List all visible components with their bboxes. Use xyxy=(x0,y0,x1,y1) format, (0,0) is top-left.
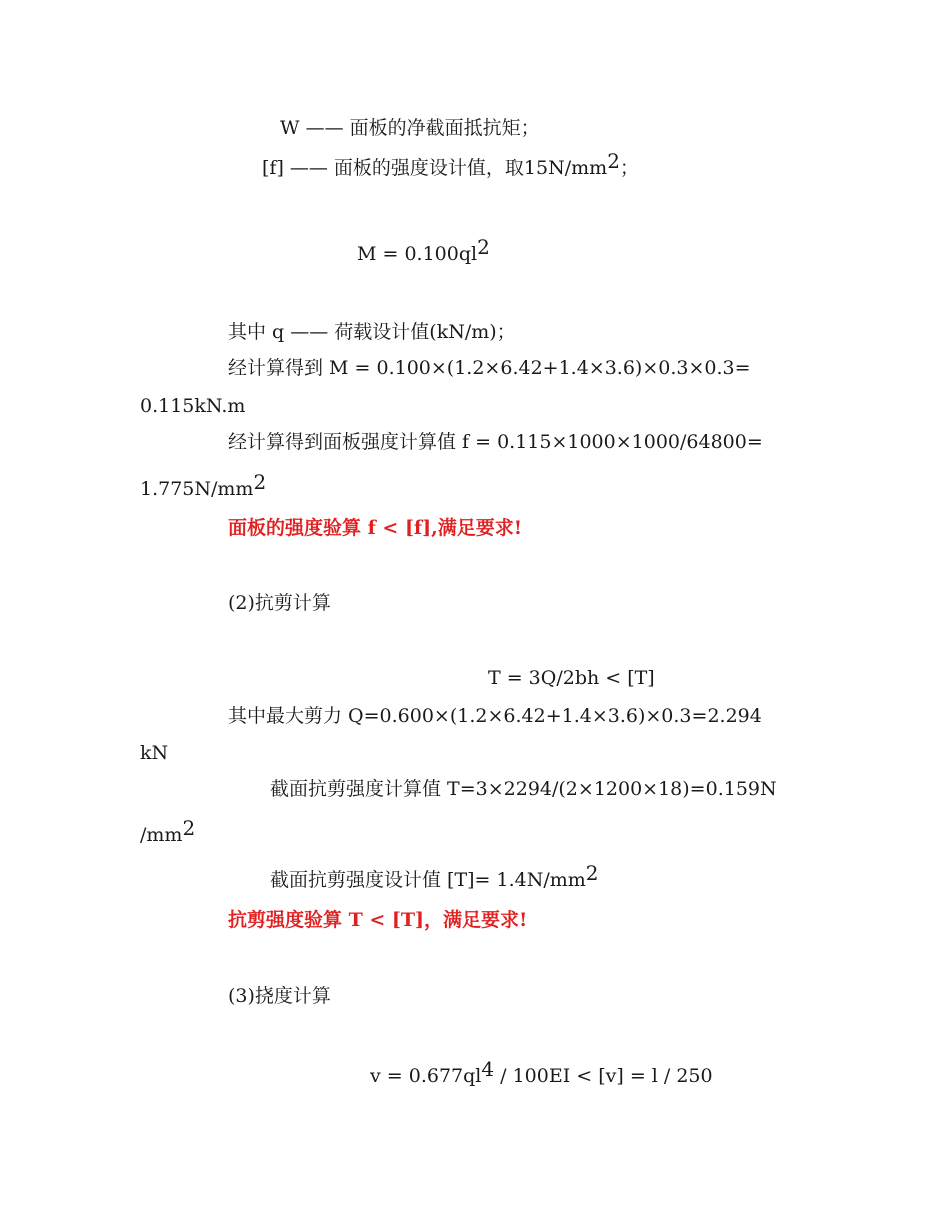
shear-section-heading: (2)抗剪计算 xyxy=(228,592,331,614)
deflection-formula-tail: / 100EI < [v] = l / 250 xyxy=(494,1065,713,1087)
strength-calc-line-2 xyxy=(140,470,267,501)
superscript: 4 xyxy=(481,1057,495,1081)
q-definition: 其中 q —— 荷载设计值(kN/m)； xyxy=(228,321,516,343)
f-definition-text: [f] —— 面板的强度设计值，取15N/mm xyxy=(262,157,608,179)
w-definition-text: W —— 面板的净截面抵抗矩； xyxy=(280,117,540,139)
deflection-section-heading: (3)挠度计算 xyxy=(228,985,331,1007)
superscript: 2 xyxy=(585,861,599,885)
shear-calc-line-2-text: /mm xyxy=(140,824,183,846)
max-shear-line-1: 其中最大剪力 Q=0.600×(1.2×6.42+1.4×3.6)×0.3=2.294 xyxy=(228,705,762,727)
moment-formula-text: M = 0.100ql xyxy=(357,243,478,265)
f-definition-tail: ； xyxy=(619,157,639,179)
max-shear-line-2: kN xyxy=(140,742,169,764)
deflection-formula-text: v = 0.677ql xyxy=(370,1065,482,1087)
strength-calc-line-2-text: 1.775N/mm xyxy=(140,478,254,500)
shear-formula: T = 3Q/2bh < [T] xyxy=(488,667,655,689)
shear-design-value xyxy=(270,861,599,892)
shear-check-result: 抗剪强度验算 T < [T]，满足要求! xyxy=(228,909,528,931)
moment-formula xyxy=(357,235,490,266)
f-definition xyxy=(262,149,639,180)
w-definition xyxy=(280,116,540,140)
superscript: 2 xyxy=(607,149,620,173)
strength-calc-line-1: 经计算得到面板强度计算值 f = 0.115×1000×1000/64800= xyxy=(228,431,763,453)
moment-calc-line-2: 0.115kN.m xyxy=(140,395,246,417)
moment-calc-line-1: 经计算得到 M = 0.100×(1.2×6.42+1.4×3.6)×0.3×0.3= xyxy=(228,357,751,379)
strength-check-result: 面板的强度验算 f < [f],满足要求! xyxy=(228,517,523,539)
superscript: 2 xyxy=(182,816,196,840)
superscript: 2 xyxy=(253,470,267,494)
deflection-formula xyxy=(370,1057,713,1088)
shear-calc-line-2 xyxy=(140,816,196,847)
shear-design-value-text: 截面抗剪强度设计值 [T]= 1.4N/mm xyxy=(270,869,586,891)
superscript: 2 xyxy=(477,235,490,259)
shear-calc-line-1: 截面抗剪强度计算值 T=3×2294/(2×1200×18)=0.159N xyxy=(270,778,777,800)
